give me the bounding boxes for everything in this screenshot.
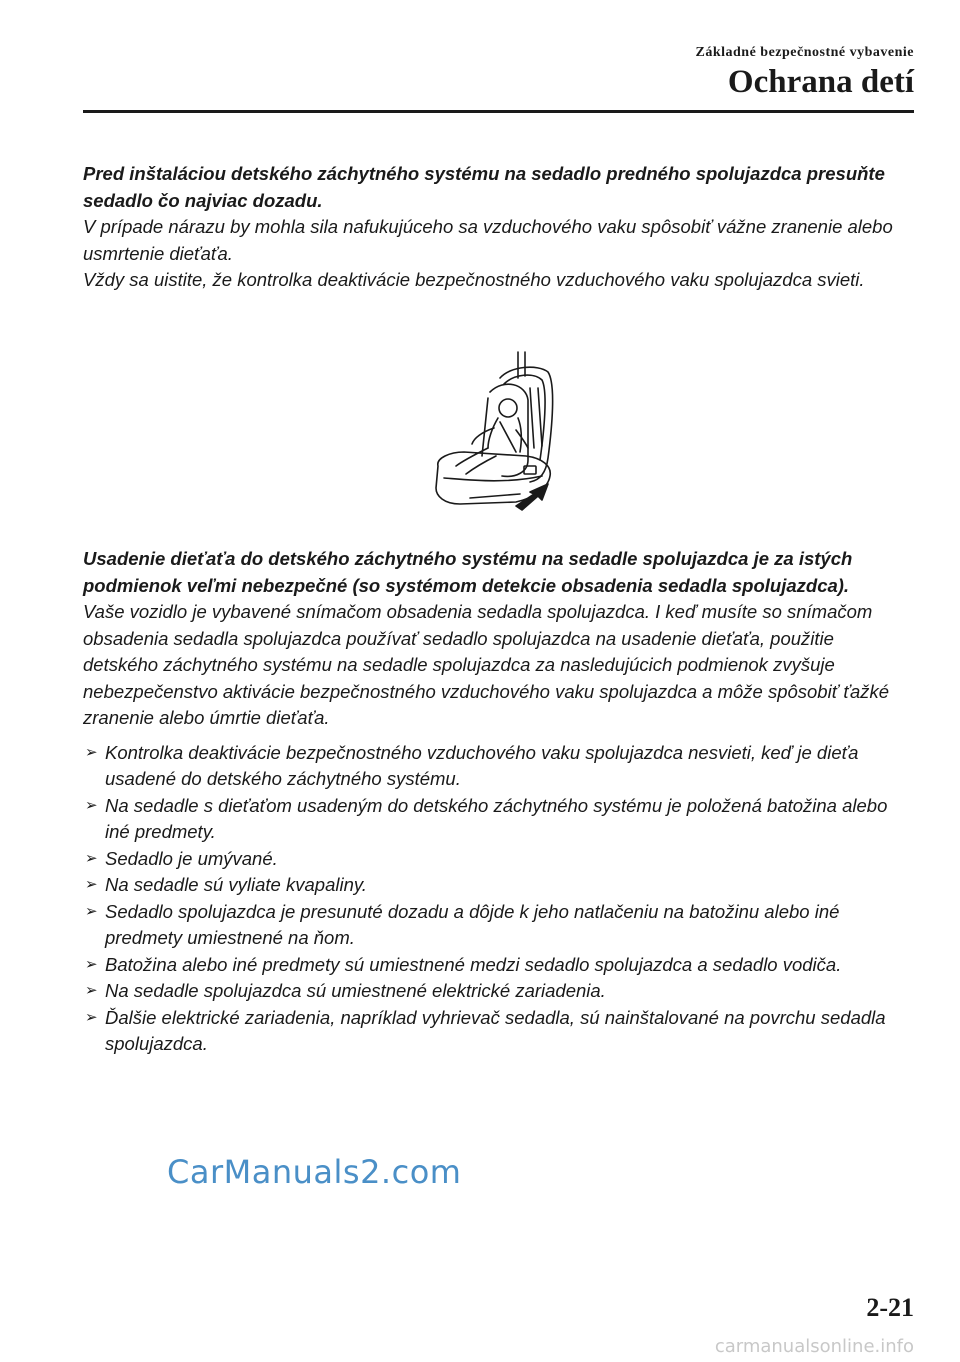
list-item <box>83 899 913 952</box>
arrow-bullet-icon: ➢ <box>85 902 98 920</box>
warning-block-occupant-detection <box>83 546 913 1058</box>
list-item <box>83 872 913 899</box>
condition-list <box>83 740 913 1058</box>
list-item-text: Kontrolka deaktivácie bezpečnostného vzduchového vaku spolujazdca nesvieti, keď je dieťa usadené do detského záchytného systému. <box>105 741 859 789</box>
list-item-text: Sedadlo spolujazdca je presunuté dozadu a dôjde k jeho natlačeniu na batožinu alebo iné predmety umiestnené na ňom. <box>105 900 840 948</box>
section-title: Základné bezpečnostné vybavenie <box>695 45 914 60</box>
list-item <box>83 793 913 846</box>
watermark-link[interactable]: CarManuals2.com <box>167 1153 462 1191</box>
arrow-bullet-icon: ➢ <box>85 876 98 893</box>
list-item-text: Sedadlo je umývané. <box>105 847 278 869</box>
list-item-text: Na sedadle spolujazdca sú umiestnené elektrické zariadenia. <box>105 980 606 1001</box>
header-divider <box>83 110 914 113</box>
list-item-text: Batožina alebo iné predmety sú umiestnené medzi sedadlo spolujazdca a sedadlo vodiča. <box>105 953 842 975</box>
list-item <box>83 846 913 873</box>
arrow-bullet-icon: ➢ <box>85 955 98 973</box>
arrow-bullet-icon: ➢ <box>85 743 98 761</box>
list-item-text: Na sedadle s dieťaťom usadeným do detského záchytného systému je položená batožina alebo iné predmety. <box>105 794 888 842</box>
child-seat-illustration <box>430 348 565 518</box>
warning-heading: Pred inštaláciou detského záchytného systému na sedadlo predného spolujazdca presuňte sedadlo čo najviac dozadu. <box>83 163 885 211</box>
warning-text: V prípade nárazu by mohla sila nafukujúceho sa vzduchového vaku spôsobiť vážne zranenie alebo usmrtenie dieťaťa. <box>83 216 893 264</box>
arrow-bullet-icon: ➢ <box>85 1008 98 1026</box>
warning-text: Vždy sa uistite, že kontrolka deaktivácie bezpečnostného vzduchového vaku spolujazdca svieti. <box>83 269 865 290</box>
page-number: 2-21 <box>866 1293 914 1322</box>
list-item <box>83 740 913 793</box>
arrow-bullet-icon: ➢ <box>85 982 98 999</box>
list-item <box>83 978 913 1005</box>
list-item-text: Ďalšie elektrické zariadenia, napríklad vyhrievač sedadla, sú nainštalované na povrchu sedadla spolujazdca. <box>105 1006 886 1054</box>
arrow-bullet-icon: ➢ <box>85 796 98 814</box>
list-item-text: Na sedadle sú vyliate kvapaliny. <box>105 874 367 895</box>
footer-site-link[interactable]: carmanualsonline.info <box>714 1336 914 1357</box>
warning-block-seat-position <box>83 161 913 294</box>
warning-heading: Usadenie dieťaťa do detského záchytného systému na sedadle spolujazdca je za istých podmienok veľmi nebezpečné (so systémom detekcie obsadenia sedadla spolujazdca). <box>83 548 853 596</box>
page-title: Ochrana detí <box>727 64 914 100</box>
warning-text: Vaše vozidlo je vybavené snímačom obsadenia sedadla spolujazdca. I keď musíte so snímačom obsadenia sedadla spolujazdca používať sedadlo spolujazdca na usadenie dieťaťa, použitie detského záchytného systému na sedadle spolujazdca za nasledujúcich podmienok zvyšuje nebezpečenstvo aktivácie bezpečnostného vzduchového vaku spolujazdca a môže spôsobiť ťažké zranenie alebo úmrtie dieťaťa. <box>83 601 890 728</box>
list-item <box>83 952 913 979</box>
list-item <box>83 1005 913 1058</box>
arrow-bullet-icon: ➢ <box>85 849 98 867</box>
